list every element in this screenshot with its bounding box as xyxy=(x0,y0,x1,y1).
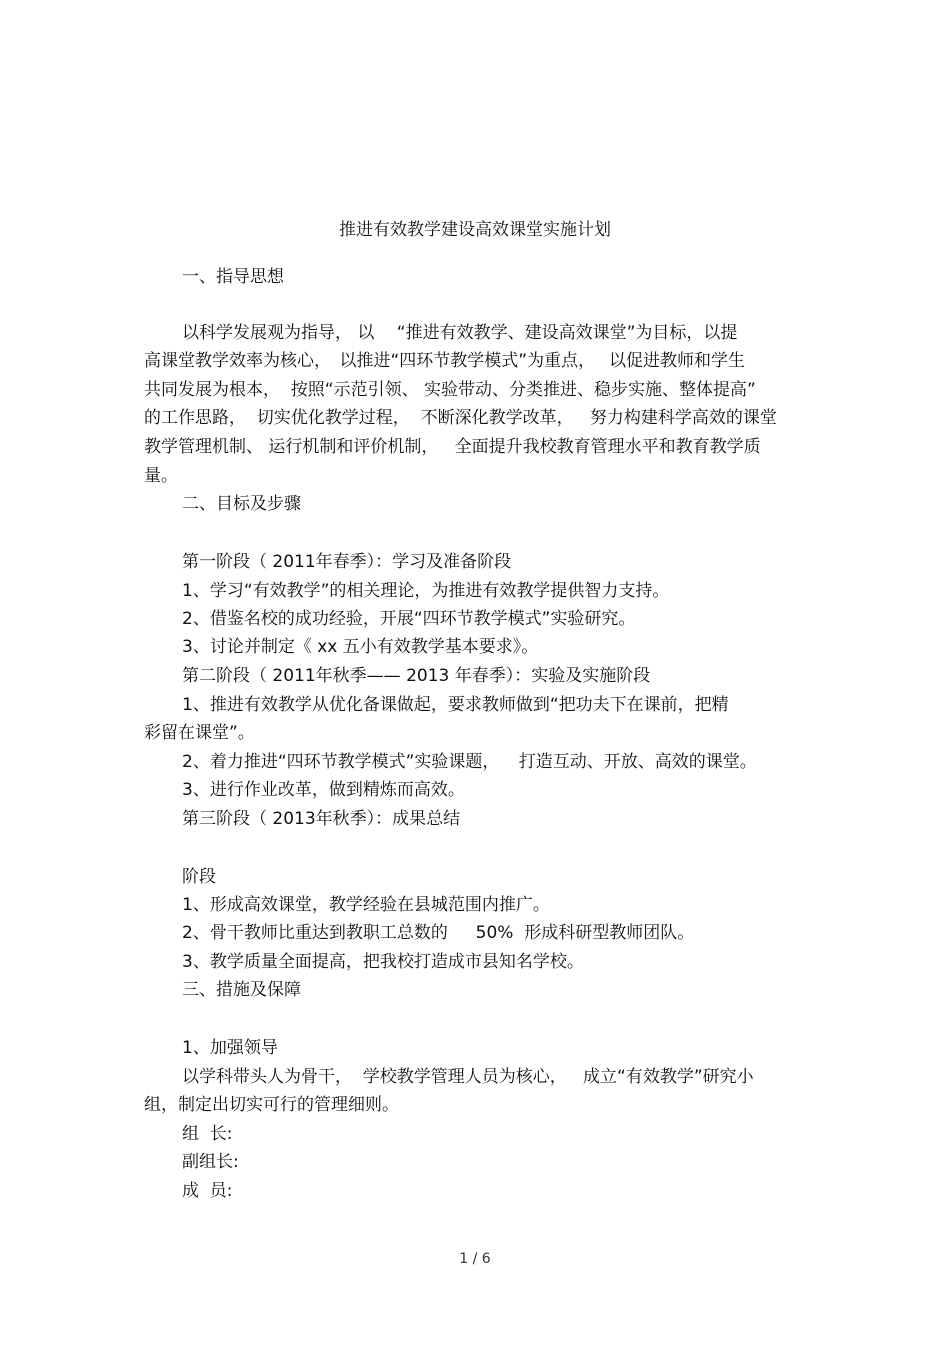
section-heading: 二、目标及步骤 xyxy=(182,494,301,514)
list-item: 2、骨干教师比重达到教职工总数的 50% 形成科研型教师团队。 xyxy=(182,923,695,943)
list-item: 3、讨论并制定《 xx 五小有效教学基本要求》。 xyxy=(182,637,539,657)
list-item: 1、学习“有效教学”的相关理论，为推进有效教学提供智力支持。 xyxy=(182,581,670,601)
stage-heading: 第三阶段（ 2013年秋季）：成果总结 xyxy=(182,809,461,829)
list-item: 1、推进有效教学从优化备课做起，要求教师做到“把功夫下在课前，把精 xyxy=(182,695,729,715)
paragraph-line: 以科学发展观为指导， 以 “推进有效教学、建设高效课堂”为目标，以提 xyxy=(182,323,738,343)
list-item: 2、着力推进“四环节教学模式”实验课题， 打造互动、开放、高效的课堂。 xyxy=(182,752,757,772)
list-item: 3、教学质量全面提高，把我校打造成市县知名学校。 xyxy=(182,952,584,972)
leader-label: 组 长: xyxy=(182,1124,233,1144)
list-item-continuation: 彩留在课堂”。 xyxy=(144,723,255,743)
stage-heading: 第二阶段（ 2011年秋季—— 2013 年春季）：实验及实施阶段 xyxy=(182,666,651,686)
paragraph-line: 的工作思路， 切实优化教学过程， 不断深化教学改革， 努力构建科学高效的课堂 xyxy=(144,408,777,428)
paragraph-line: 共同发展为根本， 按照“示范引领、 实验带动、分类推进、稳步实施、整体提高” xyxy=(144,380,756,400)
section-heading: 三、措施及保障 xyxy=(182,980,301,1000)
subsection-heading: 1、加强领导 xyxy=(182,1038,278,1058)
paragraph-line: 教学管理机制、 运行机制和评价机制， 全面提升我校教育管理水平和教育教学质 xyxy=(144,437,761,457)
list-item: 3、进行作业改革，做到精炼而高效。 xyxy=(182,780,465,800)
list-item: 2、借鉴名校的成功经验，开展“四环节教学模式”实验研究。 xyxy=(182,609,636,629)
page-number: 1 / 6 xyxy=(459,1251,491,1267)
deputy-leader-label: 副组长: xyxy=(182,1152,239,1172)
member-label: 成 员: xyxy=(182,1181,233,1201)
document-title: 推进有效教学建设高效课堂实施计划 xyxy=(339,220,611,240)
stage-heading: 第一阶段（ 2011年春季）：学习及准备阶段 xyxy=(182,552,512,572)
paragraph-line: 组，制定出切实可行的管理细则。 xyxy=(144,1095,399,1115)
section-heading: 一、指导思想 xyxy=(182,267,284,287)
paragraph-line: 以学科带头人为骨干， 学校教学管理人员为核心， 成立“有效教学”研究小 xyxy=(182,1067,754,1087)
paragraph-line: 量。 xyxy=(144,466,178,486)
stage-heading-continuation: 阶段 xyxy=(182,867,216,887)
paragraph-line: 高课堂教学效率为核心， 以推进“四环节教学模式”为重点， 以促进教师和学生 xyxy=(144,351,746,371)
list-item: 1、形成高效课堂，教学经验在县城范围内推广。 xyxy=(182,895,550,915)
